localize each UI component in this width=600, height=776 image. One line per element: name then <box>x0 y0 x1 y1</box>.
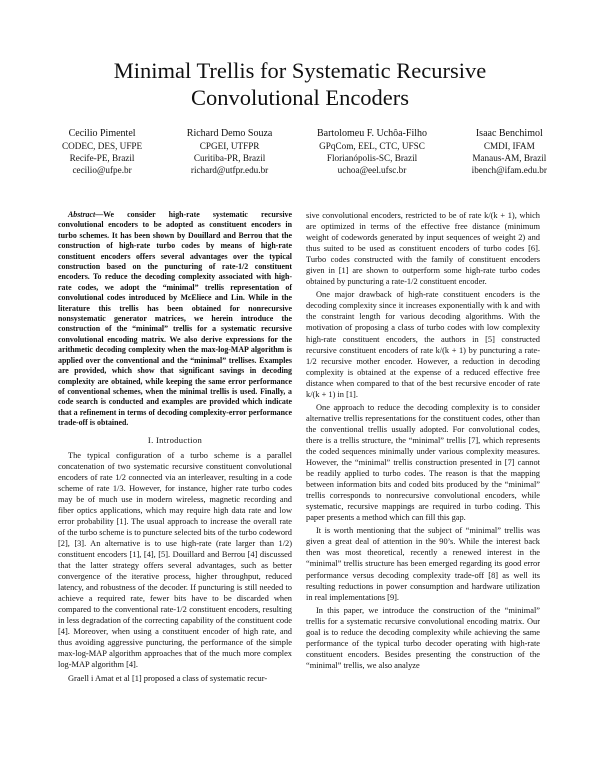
author-email: ibench@ifam.edu.br <box>471 165 547 176</box>
author-3 <box>317 127 427 177</box>
author-affiliation: GPqCom, EEL, CTC, UFSC <box>319 141 425 151</box>
paragraph: One major drawback of high-rate constituent encoders is the decoding complexity since it increases exponentially with k and with the constraint length for various decoding algorithms. With the motivation of proposing a class of turbo codes with low complexity high-rate constituent encoders, the authors in [5] constructed recursive constituent encoders of rate k/(k + 1) by puncturing a rate-1/2 recursive mother encoder. However, a reduction in decoding complexity is obtained at the expense of a reduced effective free distance when compared to that of the best recursive encoder of rate k/(k + 1) in [1]. <box>306 290 540 399</box>
author-affiliation: CPGEI, UTFPR <box>199 141 260 151</box>
author-name: Cecilio Pimentel <box>68 128 136 139</box>
right-column <box>306 210 540 671</box>
title-line-1: Minimal Trellis for Systematic Recursive <box>113 58 487 83</box>
author-1 <box>62 127 142 177</box>
paper-title <box>0 57 600 111</box>
author-location: Recife-PE, Brazil <box>69 153 135 164</box>
author-email: richard@utfpr.edu.br <box>190 165 269 176</box>
paragraph: The typical configuration of a turbo scheme is a parallel concatenation of two systematic recursive constituent convolutional encoders of rate 1/2 connected via an interleaver, resulting in a code scheme of rate 1/3. However, for instance, higher rate turbo codes may be of much use in modern wireless, magnetic recording and fiber optics applications, which may require high data rate and low error probability [1]. The usual approach to increase the overall rate of the turbo scheme is to puncture selected bits of the turbo codeword [2], [3]. An alternative is to use high-rate (rate larger than 1/2) constituent encoders [1], [4], [5]. Douillard and Berrou [4] discussed that the latter strategy offers several advantages, such as better convergence of the iterative process, higher throughput, reduced latency, and robustness of the decoder. If puncturing is still needed to achieve a required rate, fewer bits have to be discarded when compared to the conventional rate-1/2 constituent encoders, resulting in less degradation of the correcting capability of the constituent code [4]. Moreover, when using a constituent encoder of high rate, and thus avoiding aggressive puncturing, the performance of the simple max-log-MAP algorithm approaches that of the much more complex log-MAP algorithm [4]. <box>58 450 292 670</box>
author-email: uchoa@eel.ufsc.br <box>337 165 407 176</box>
author-2 <box>187 127 273 177</box>
author-affiliation: CODEC, DES, UFPE <box>62 141 143 151</box>
paragraph: sive convolutional encoders, restricted to be of rate k/(k + 1), which are optimized in terms of the effective free distance (minimum weight of codewords generated by input sequences of weight 2) and thus suited to be used as constituent encoders of turbo codes [6]. Turbo codes constructed with the family of constituent encoders given in [1] are shown to outperform some high-rate turbo codes obtained by puncturing a rate-1/2 constituent encoder. <box>306 211 540 287</box>
title-line-2: Convolutional Encoders <box>190 85 410 110</box>
author-location: Manaus-AM, Brazil <box>472 153 547 164</box>
paragraph: In this paper, we introduce the construction of the “minimal” trellis for a systematic recursive convolutional encoding matrix. Our goal is to reduce the decoding complexity while achieving the same performance of the typical turbo decoder operating with high-rate constituent encoders. Besides presenting the construction of the “minimal” trellis, we also analyze <box>306 605 540 670</box>
author-block <box>62 127 547 177</box>
author-location: Florianópolis-SC, Brazil <box>326 153 418 164</box>
paragraph: It is worth mentioning that the subject of “minimal” trellis was given a great deal of attention in the 90’s. While the interest back then was most theoretical, recently a renewed interest in the “minimal” trellis structure has been emerged regarding its good error performance versus decoding complexity trade-off [8] as well its resulting reductions in power consumption and hardware utilization in real implementations [9]. <box>306 526 540 602</box>
author-name: Richard Demo Souza <box>186 128 273 139</box>
author-name: Bartolomeu F. Uchôa-Filho <box>316 128 428 139</box>
author-email: cecilio@ufpe.br <box>72 165 132 176</box>
author-4 <box>472 127 547 177</box>
author-name: Isaac Benchimol <box>475 128 543 139</box>
paragraph: One approach to reduce the decoding complexity is to consider alternative trellis representations for the constituent codes, other than the conventional trellis usually adopted. For convolutional codes, there is a trellis structure, the “minimal” trellis [7], which represents the coded sequences minimally under various complexity measures. However, the “minimal” trellis construction presented in [7] cannot be readily applied to turbo codes. The reason is that the mapping between information bits and coded bits produced by the “minimal” trellis corresponds to nonrecursive convolutional encoders, while systematic, recursive mappings are required in turbo coding. This paper presents a method which can fill this gap. <box>306 402 540 523</box>
author-location: Curitiba-PR, Brazil <box>193 153 266 164</box>
abstract-label: Abstract <box>68 210 96 219</box>
abstract-text: —We consider high-rate systematic recursive convolutional encoders to be adopted as constituent encoders in turbo schemes. It has been shown by Douillard and Berrou that the construction of high-rate turbo codes by means of high-rate constituent encoders offers several advantages over the typical construction based on the puncturing of rate-1/2 constituent encoders. To reduce the decoding complexity associated with high-rate codes, we adopt the “minimal” trellis representation of convolutional codes introduced by McEliece and Lin. While in the literature this trellis has been obtained for nonrecursive nonsystematic generator matrices, we herein introduce the construction of the “minimal” trellis for a systematic recursive convolutional encoding matrix. We also derive expressions for the arithmetic decoding complexity when the max-log-MAP algorithm is applied over the conventional and the “minimal” trellises. Examples are provided, which show that significant savings in decoding complexity are obtained, while keeping the same error performance of conventional schemes, when the minimal trellis is used. Finally, a code search is conducted and examples are provided which indicate that a refinement in terms of decoding complexity-error performance trade-off is obtained. <box>58 210 292 428</box>
author-affiliation: CMDI, IFAM <box>483 141 535 151</box>
section-heading: I. Introduction <box>147 434 203 445</box>
paragraph: Graell i Amat et al [1] proposed a class of systematic recur- <box>68 673 268 683</box>
left-column <box>58 210 292 684</box>
abstract <box>58 210 292 429</box>
